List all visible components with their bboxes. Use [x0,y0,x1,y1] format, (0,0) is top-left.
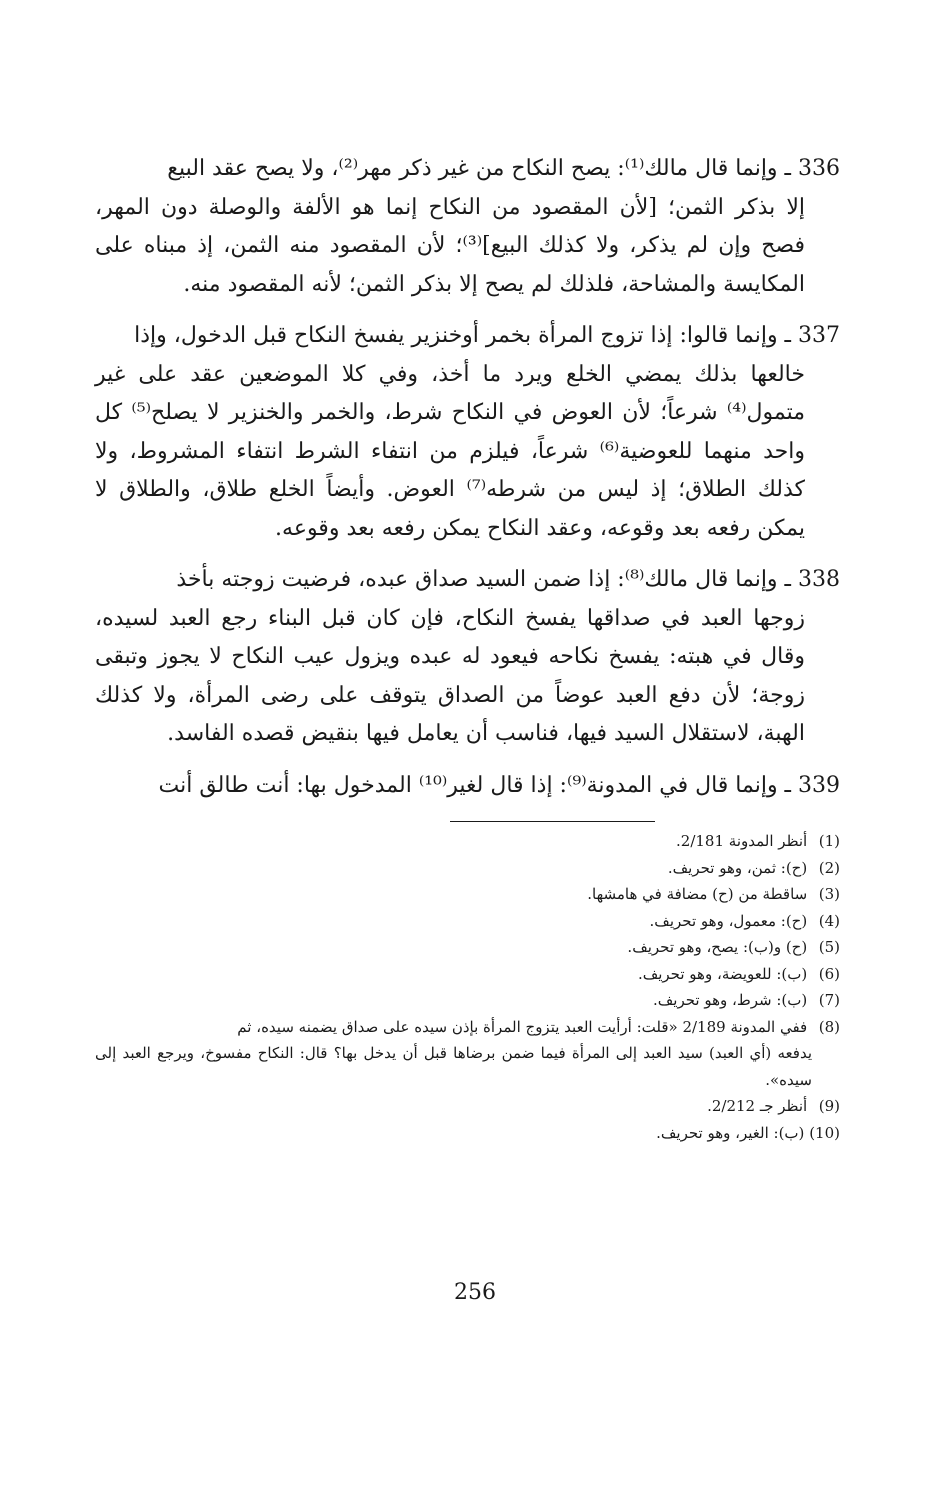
paragraph-first-line: 338 ـ وإنما قال مالك⁽⁸⁾: إذا ضمن السيد صداق عبده، فرضيت زوجته بأخذ [176,567,840,592]
footnote-number: (8) [818,1017,840,1036]
footnote-text: (ب): الغير، وهو تحريف. [656,1123,805,1142]
paragraph-336 [95,150,840,304]
footnote-text: (ح): معمول، وهو تحريف. [649,911,808,930]
footnote-number: (2) [818,858,840,877]
footnote-number: (3) [818,885,840,903]
footnote-text: ففي المدونة 2/189 «قلت: أرأيت العبد يتزوج المرأة بإذن سيده على صداق يضمنه سيده، ثم [237,1017,808,1036]
footnote-text: (ح): ثمن، وهو تحريف. [667,858,808,877]
footnote-number: (10) [809,1123,840,1142]
footnote-9 [95,1093,840,1120]
paragraph-first-line: 339 ـ وإنما قال في المدونة⁽⁹⁾: إذا قال لغير⁽¹⁰⁾ المدخول بها: أنت طالق أنت [158,772,840,798]
paragraph-first-line: 336 ـ وإنما قال مالك⁽¹⁾: يصح النكاح من غير ذكر مهر⁽²⁾، ولا يصح عقد البيع [167,156,840,181]
footnote-6 [95,961,840,988]
footnote-4 [95,908,840,935]
footnote-continuation: يدفعه (أي العبد) سيد العبد إلى المرأة فيما ضمن برضاها قبل أن يدخل بها؟ قال: النكاح مفسوخ، ويرجع العبد إلى سيده». [95,1044,812,1089]
paragraph-continuation: زوجها العبد في صداقها يفسخ النكاح، فإن كان قبل البناء رجع العبد لسيده، وقال في هبته: يفسخ نكاحه فيعود له عبده ويزول عيب النكاح لا يجوز وتبقى زوجة؛ لأن دفع العبد عوضاً من الصداق يتوقف على رضى المرأة، ولا كذلك الهبة، لاستقلال السيد فيها، فناسب أن يعامل فيها بنقيض قصده الفاسد. [95,605,805,746]
page-body [95,150,840,1146]
paragraph-337 [95,317,840,548]
footnote-text: أنظر جـ 2/212. [707,1097,808,1115]
footnote-8 [95,1014,840,1094]
footnote-number: (9) [818,1097,840,1115]
footnote-text: (ب): للعويضة، وهو تحريف. [637,964,808,983]
footnote-5 [95,934,840,961]
footnote-number: (1) [818,832,840,850]
footnote-text: أنظر المدونة 2/181. [676,832,808,850]
footnote-number: (5) [818,938,840,956]
page-number: 256 [454,1280,496,1305]
footnote-text: (ح) و(ب): يصح، وهو تحريف. [627,938,808,956]
paragraph-338 [95,561,840,754]
paragraph-339 [95,767,840,806]
footnote-7 [95,987,840,1014]
footnote-3 [95,881,840,908]
footnote-number: (6) [818,964,840,983]
paragraph-continuation: خالعها بذلك يمضي الخلع ويرد ما أخذ، وفي كلا الموضعين عقد على غير متمول⁽⁴⁾ شرعاً؛ لأن العوض في النكاح شرط، والخمر والخنزير لا يصلح⁽⁵⁾ كل واحد منهما للعوضية⁽⁶⁾ شرعاً، فيلزم من انتفاء الشرط انتفاء المشروط، ولا كذلك الطلاق؛ إذ ليس من شرطه⁽⁷⁾ العوض. وأيضاً الخلع طلاق، والطلاق لا يمكن رفعه بعد وقوعه، وعقد النكاح يمكن رفعه بعد وقوعه. [95,361,805,541]
footnote-number: (4) [818,911,840,930]
paragraph-continuation: إلا بذكر الثمن؛ [لأن المقصود من النكاح إنما هو الألفة والوصلة دون المهر، فصح وإن لم يذكر، ولا كذلك البيع]⁽³⁾؛ لأن المقصود منه الثمن، إذ مبناه على المكايسة والمشاحة، فلذلك لم يصح إلا بذكر الثمن؛ لأنه المقصود منه. [95,194,805,297]
footnote-text: ساقطة من (ح) مضافة في هامشها. [587,885,808,903]
footnote-10 [95,1120,840,1147]
footnote-number: (7) [818,991,840,1009]
footnote-2 [95,855,840,882]
footnote-text: (ب): شرط، وهو تحريف. [652,991,808,1009]
footnotes [95,828,840,1146]
footnote-divider [450,821,655,822]
paragraph-first-line: 337 ـ وإنما قالوا: إذا تزوج المرأة بخمر أوخنزير يفسخ النكاح قبل الدخول، وإذا [134,323,840,348]
footnote-1 [95,828,840,855]
